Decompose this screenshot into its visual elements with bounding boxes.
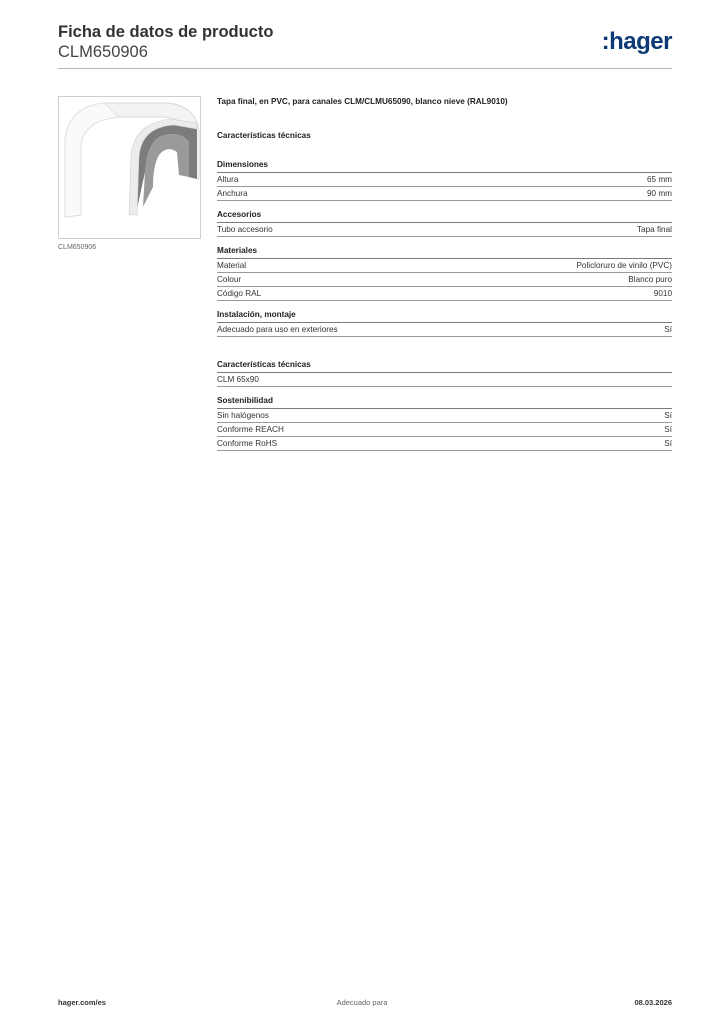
table-row — [217, 223, 672, 237]
row-value: 9010 — [653, 289, 672, 298]
row-label: Código RAL — [217, 289, 262, 298]
row-label: Adecuado para uso en exteriores — [217, 325, 338, 334]
tech-heading: Características técnicas — [217, 131, 311, 140]
row-value: Sí — [664, 325, 672, 334]
row-value: Policloruro de vinilo (PVC) — [576, 261, 672, 270]
hager-logo — [602, 28, 672, 56]
product-data-content — [217, 96, 672, 451]
row-label: Conforme REACH — [217, 425, 284, 434]
section-sostenibilidad-title: Sostenibilidad — [217, 395, 672, 409]
product-description: Tapa final, en PVC, para canales CLM/CLMU65090, blanco nieve (RAL9010) — [217, 97, 508, 106]
footer-site-link[interactable]: hager.com/es — [58, 998, 106, 1007]
table-row — [217, 373, 672, 387]
section-instalacion-title: Instalación, montaje — [217, 309, 672, 323]
table-row — [217, 437, 672, 451]
row-label: Material — [217, 261, 247, 270]
table-row — [217, 323, 672, 337]
row-value: Sí — [664, 425, 672, 434]
table-row — [217, 423, 672, 437]
table-row — [217, 259, 672, 273]
table-row — [217, 287, 672, 301]
row-value: 65 mm — [646, 175, 672, 184]
row-label: Altura — [217, 175, 239, 184]
image-caption: CLM650906 — [58, 244, 97, 251]
row-value: Blanco puro — [628, 275, 672, 284]
row-label: Conforme RoHS — [217, 439, 278, 448]
row-label: Anchura — [217, 189, 248, 198]
row-label: Colour — [217, 275, 242, 284]
section-caracteristicas-title: Características técnicas — [217, 359, 672, 373]
header-divider — [58, 68, 672, 69]
logo-colon-mark: : — [601, 28, 610, 55]
row-value: Tapa final — [636, 225, 672, 234]
section-materiales-title: Materiales — [217, 245, 672, 259]
table-row — [217, 187, 672, 201]
row-value: Sí — [664, 439, 672, 448]
row-value: Sí — [664, 411, 672, 420]
product-image — [58, 96, 201, 239]
document-header — [58, 22, 672, 68]
section-dimensiones-title: Dimensiones — [217, 159, 672, 173]
section-accesorios-title: Accesorios — [217, 209, 672, 223]
row-label: Tubo accesorio — [217, 225, 273, 234]
footer-date: 08.03.2026 — [634, 998, 672, 1007]
document-title: Ficha de datos de producto — [58, 23, 274, 41]
row-label: CLM 65x90 — [217, 375, 259, 384]
logo-text: hager — [609, 28, 672, 55]
row-label: Sin halógenos — [217, 411, 269, 420]
end-cap-product-image — [59, 97, 201, 239]
table-row — [217, 273, 672, 287]
footer-center-text: Adecuado para — [336, 998, 388, 1007]
table-row — [217, 173, 672, 187]
table-row — [217, 409, 672, 423]
row-value: 90 mm — [646, 189, 672, 198]
product-code: CLM650906 — [58, 43, 148, 61]
